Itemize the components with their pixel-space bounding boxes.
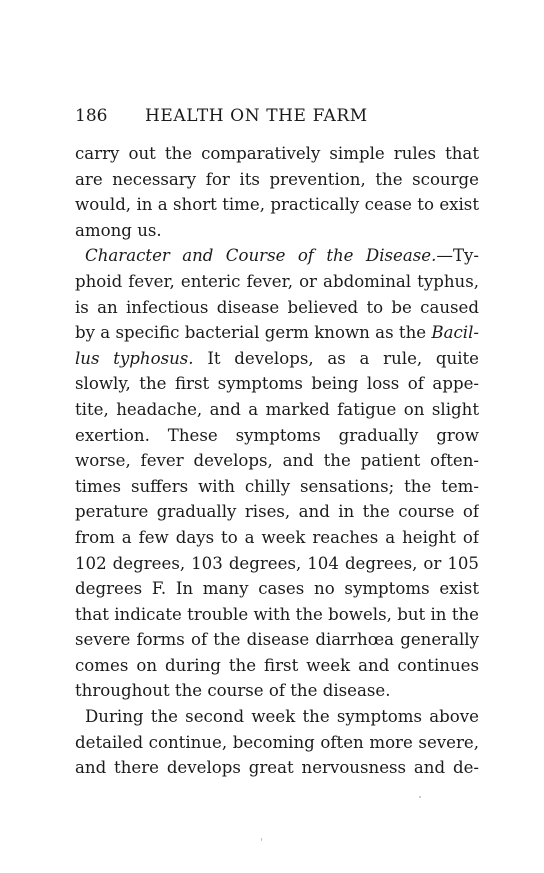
text-run: severe forms of the disease diarrhœa generally <box>75 630 479 650</box>
text-line <box>75 551 479 577</box>
text-line <box>75 371 479 397</box>
text-line <box>75 653 479 679</box>
italic-text: Bacil- <box>431 323 479 343</box>
text-line <box>75 423 479 449</box>
paper-speck <box>419 796 421 798</box>
text-run: among us. <box>75 220 162 240</box>
text-line <box>75 346 479 372</box>
text-line <box>75 602 479 628</box>
paper-speck <box>261 838 262 841</box>
text-run: tite, headache, and a marked fatigue on slight <box>75 399 479 419</box>
text-run: that indicate trouble with the bowels, but in the <box>75 604 479 624</box>
text-line <box>75 269 479 295</box>
page-header <box>75 104 479 128</box>
text-run: are necessary for its prevention, the scourge <box>75 169 479 189</box>
text-run: exertion. These symptoms gradually grow <box>75 425 479 445</box>
page-number: 186 <box>75 106 108 126</box>
text-run: comes on during the first week and continues <box>75 655 479 675</box>
text-run: times suffers with chilly sensations; the tem- <box>75 476 479 496</box>
text-line <box>75 499 479 525</box>
text-line <box>75 474 479 500</box>
text-line <box>75 627 479 653</box>
text-line <box>75 730 479 756</box>
text-run: detailed continue, becoming often more severe, <box>75 732 479 752</box>
text-run: carry out the comparatively simple rules that <box>75 144 479 163</box>
text-line <box>75 243 479 269</box>
text-run: worse, fever develops, and the patient often- <box>75 451 479 471</box>
text-run: from a few days to a week reaches a height of <box>75 527 479 547</box>
text-line <box>75 192 479 218</box>
text-line <box>75 320 479 346</box>
text-run: During the second week the symptoms above <box>85 707 479 727</box>
text-line <box>75 448 479 474</box>
text-run: would, in a short time, practically cease to exist <box>75 195 479 215</box>
text-line <box>75 576 479 602</box>
text-run: perature gradually rises, and in the course of <box>75 502 479 522</box>
text-run: degrees F. In many cases no symptoms exist <box>75 579 479 599</box>
text-run: —Ty- <box>436 246 479 266</box>
text-run: slowly, the first symptoms being loss of appe- <box>75 374 479 394</box>
text-line <box>75 167 479 193</box>
text-line <box>75 218 479 244</box>
text-line <box>75 397 479 423</box>
text-run: and there develops great nervousness and de- <box>75 758 479 778</box>
text-line <box>75 295 479 321</box>
text-line <box>75 525 479 551</box>
text-run: is an infectious disease believed to be caused <box>75 297 479 317</box>
text-run: 102 degrees, 103 degrees, 104 degrees, or 105 <box>75 553 479 573</box>
text-line <box>75 704 479 730</box>
body-text <box>75 141 479 781</box>
text-run: throughout the course of the disease. <box>75 681 391 701</box>
text-line <box>75 141 479 167</box>
running-head: HEALTH ON THE FARM <box>145 106 368 126</box>
italic-text: Character and Course of the Disease. <box>85 246 437 266</box>
italic-text: lus typhosus. <box>75 348 194 368</box>
text-line <box>75 678 479 704</box>
text-run: phoid fever, enteric fever, or abdominal typhus, <box>75 271 479 291</box>
text-line <box>75 755 479 781</box>
text-run: by a specific bacterial germ known as the <box>75 323 432 343</box>
text-run: It develops, as a rule, quite <box>193 348 479 368</box>
